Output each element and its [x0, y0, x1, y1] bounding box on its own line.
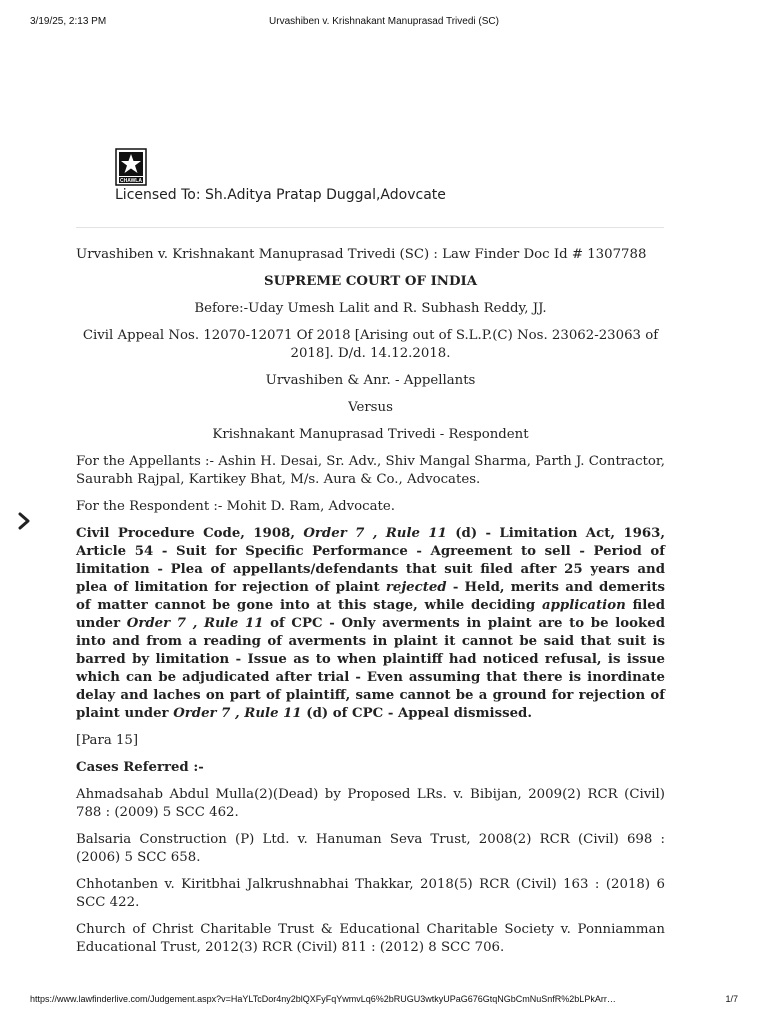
case-item: Ahmadsahab Abdul Mulla(2)(Dead) by Proposed LRs. v. Bibijan, 2009(2) RCR (Civil) 788 : (2009) 5 SCC 462.: [76, 787, 665, 820]
headnote-text: Civil Procedure Code, 1908,: [76, 526, 304, 541]
case-item: Chhotanben v. Kiritbhai Jalkrushnabhai Thakkar, 2018(5) RCR (Civil) 163 : (2018) 6 SCC 422.: [76, 877, 665, 910]
appellants: Urvashiben & Anr. - Appellants: [265, 373, 476, 388]
headnote-text: (d) of CPC - Appeal dismissed.: [301, 706, 532, 721]
cases-heading: Cases Referred :-: [76, 760, 204, 775]
bench: Before:-Uday Umesh Lalit and R. Subhash Reddy, JJ.: [194, 301, 547, 316]
page-url: https://www.lawfinderlive.com/Judgement.aspx?v=HaYLTcDor4ny2blQXFyFqYwmvLq6%2bRUGU3wtkyUPaG676GtqNGbCmNuSnfR%2bLPkArr…: [30, 994, 616, 1004]
logo-text: CHAWLA: [120, 178, 142, 184]
page-number: 1/7: [725, 994, 738, 1004]
counsel-respondent: For the Respondent :- Mohit D. Ram, Advocate.: [76, 499, 395, 514]
license-line: Licensed To: Sh.Aditya Pratap Duggal,Adovcate: [115, 187, 446, 203]
case-item: Church of Christ Charitable Trust & Educational Charitable Society v. Ponniamman Educational Trust, 2012(3) RCR (Civil) 811 : (2012) 8 SCC 706.: [76, 922, 665, 955]
court-name: SUPREME COURT OF INDIA: [263, 274, 478, 289]
headnote-highlight: Order 7 , Rule 11: [126, 616, 264, 631]
respondent: Krishnakant Manuprasad Trivedi - Respondent: [212, 427, 529, 442]
para-reference: [Para 15]: [76, 733, 139, 748]
headnote-text: filed under: [76, 598, 665, 631]
print-datetime: 3/19/25, 2:13 PM: [30, 16, 107, 27]
headnote-highlight: application: [541, 598, 626, 613]
print-title: Urvashiben v. Krishnakant Manuprasad Trivedi (SC): [269, 16, 499, 27]
divider: [76, 227, 664, 228]
headnote-highlight: Order 7 , Rule 11: [303, 526, 447, 541]
chawla-logo-icon: [115, 148, 147, 186]
headnote-highlight: Order 7 , Rule 11: [173, 706, 302, 721]
headnote-highlight: rejected: [385, 580, 447, 595]
headnote-text: - Held, merits and demerits of matter cannot be gone into at this stage, while deciding: [76, 580, 665, 613]
headnote: [76, 525, 665, 723]
chevron-right-icon[interactable]: [14, 510, 34, 532]
headnote-text: (d) - Limitation Act, 1963, Article 54 - Suit for Specific Performance - Agreement to sell - Period of limitation - Plea of appellants/defendants that suit filed after 25 years and plea of limitation for rejection of plaint: [76, 526, 665, 595]
versus: Versus: [348, 400, 393, 415]
judgement-body: [76, 246, 665, 966]
headnote-text: of CPC - Only averments in plaint are to be looked into and from a reading of averments in plaint it cannot be said that suit is barred by limitation - Issue as to when plaintiff had noticed refusal, is issue which can be adjudicated after trial - Even assuming that there is inordinate delay and laches on part of plaintiff, same cannot be a ground for rejection of plaint under: [76, 616, 666, 721]
counsel-appellants: For the Appellants :- Ashin H. Desai, Sr. Adv., Shiv Mangal Sharma, Parth J. Contractor, Saurabh Rajpal, Kartikey Bhat, M/s. Aura & Co., Advocates.: [76, 454, 665, 487]
appeal-number: Civil Appeal Nos. 12070-12071 Of 2018 [Arising out of S.L.P.(C) Nos. 23062-23063 of 2018]. D/d. 14.12.2018.: [82, 328, 659, 361]
case-item: Balsaria Construction (P) Ltd. v. Hanuman Seva Trust, 2008(2) RCR (Civil) 698 : (2006) 5 SCC 658.: [76, 832, 665, 865]
citation: Urvashiben v. Krishnakant Manuprasad Trivedi (SC) : Law Finder Doc Id # 1307788: [76, 247, 647, 262]
